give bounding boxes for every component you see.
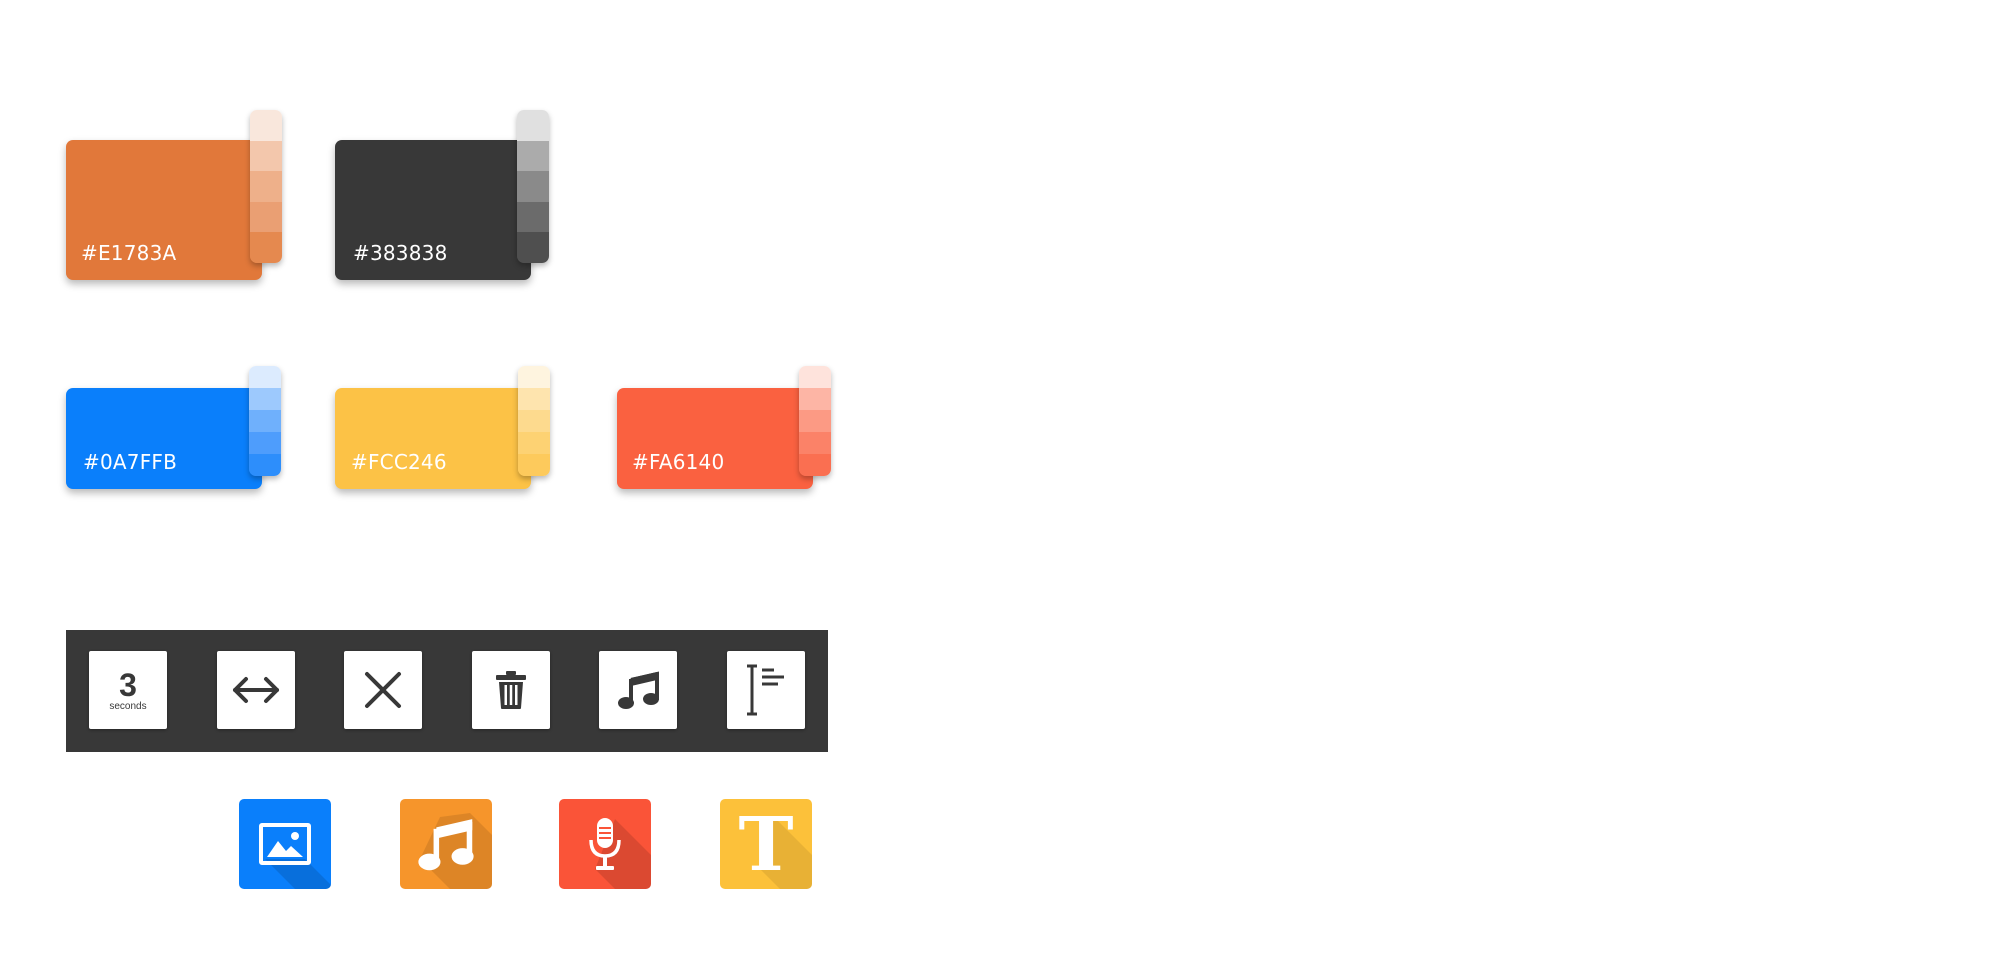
shade bbox=[518, 432, 550, 454]
swatch-red[interactable] bbox=[617, 388, 813, 489]
text-align-button[interactable] bbox=[727, 651, 805, 729]
shade bbox=[799, 454, 831, 476]
swatch-label: #E1783A bbox=[81, 241, 177, 265]
shade bbox=[249, 454, 281, 476]
editor-toolbar bbox=[66, 630, 828, 752]
shade bbox=[799, 432, 831, 454]
shade bbox=[799, 366, 831, 388]
shade bbox=[250, 202, 282, 233]
shade bbox=[250, 141, 282, 172]
shade bbox=[517, 232, 549, 263]
shade bbox=[517, 110, 549, 141]
image-icon bbox=[259, 823, 311, 865]
microphone-tile[interactable] bbox=[559, 799, 651, 889]
shade bbox=[250, 110, 282, 141]
music-button[interactable] bbox=[599, 651, 677, 729]
shade bbox=[518, 366, 550, 388]
shade bbox=[250, 171, 282, 202]
shade bbox=[518, 454, 550, 476]
shade bbox=[249, 366, 281, 388]
shade bbox=[250, 232, 282, 263]
microphone-icon bbox=[588, 816, 622, 872]
swatch-label: #FA6140 bbox=[632, 450, 725, 474]
music-note-icon bbox=[617, 670, 659, 710]
shade bbox=[249, 432, 281, 454]
shade bbox=[517, 202, 549, 233]
trash-icon bbox=[495, 670, 527, 710]
shade-strip-orange bbox=[250, 110, 282, 263]
shade bbox=[799, 388, 831, 410]
swatch-blue[interactable] bbox=[66, 388, 262, 489]
duration-icon bbox=[109, 666, 147, 712]
swatch-label: #FCC246 bbox=[351, 450, 447, 474]
duration-number: 3 bbox=[119, 666, 137, 703]
text-tile[interactable] bbox=[720, 799, 812, 889]
shade-strip-red bbox=[799, 366, 831, 476]
shade bbox=[799, 410, 831, 432]
duration-unit: seconds bbox=[109, 700, 147, 712]
swatch-orange[interactable] bbox=[66, 140, 262, 280]
shade bbox=[517, 171, 549, 202]
shade bbox=[518, 388, 550, 410]
image-tile[interactable] bbox=[239, 799, 331, 889]
shade-strip-blue bbox=[249, 366, 281, 476]
shade bbox=[249, 388, 281, 410]
text-icon: T bbox=[738, 802, 794, 888]
swatch-dark[interactable] bbox=[335, 140, 531, 280]
shade bbox=[249, 410, 281, 432]
music-tile[interactable] bbox=[400, 799, 492, 889]
swatch-label: #0A7FFB bbox=[83, 450, 178, 474]
close-icon bbox=[364, 671, 402, 709]
shade bbox=[517, 141, 549, 172]
duration-button[interactable] bbox=[89, 651, 167, 729]
delete-button[interactable] bbox=[472, 651, 550, 729]
music-note-icon bbox=[417, 816, 475, 872]
shade bbox=[518, 410, 550, 432]
close-button[interactable] bbox=[344, 651, 422, 729]
text-align-icon bbox=[744, 664, 788, 716]
swatch-yellow[interactable] bbox=[335, 388, 531, 489]
resize-button[interactable] bbox=[217, 651, 295, 729]
shade-strip-dark bbox=[517, 110, 549, 263]
resize-horizontal-icon bbox=[230, 675, 282, 705]
shade-strip-yellow bbox=[518, 366, 550, 476]
swatch-label: #383838 bbox=[353, 241, 448, 265]
